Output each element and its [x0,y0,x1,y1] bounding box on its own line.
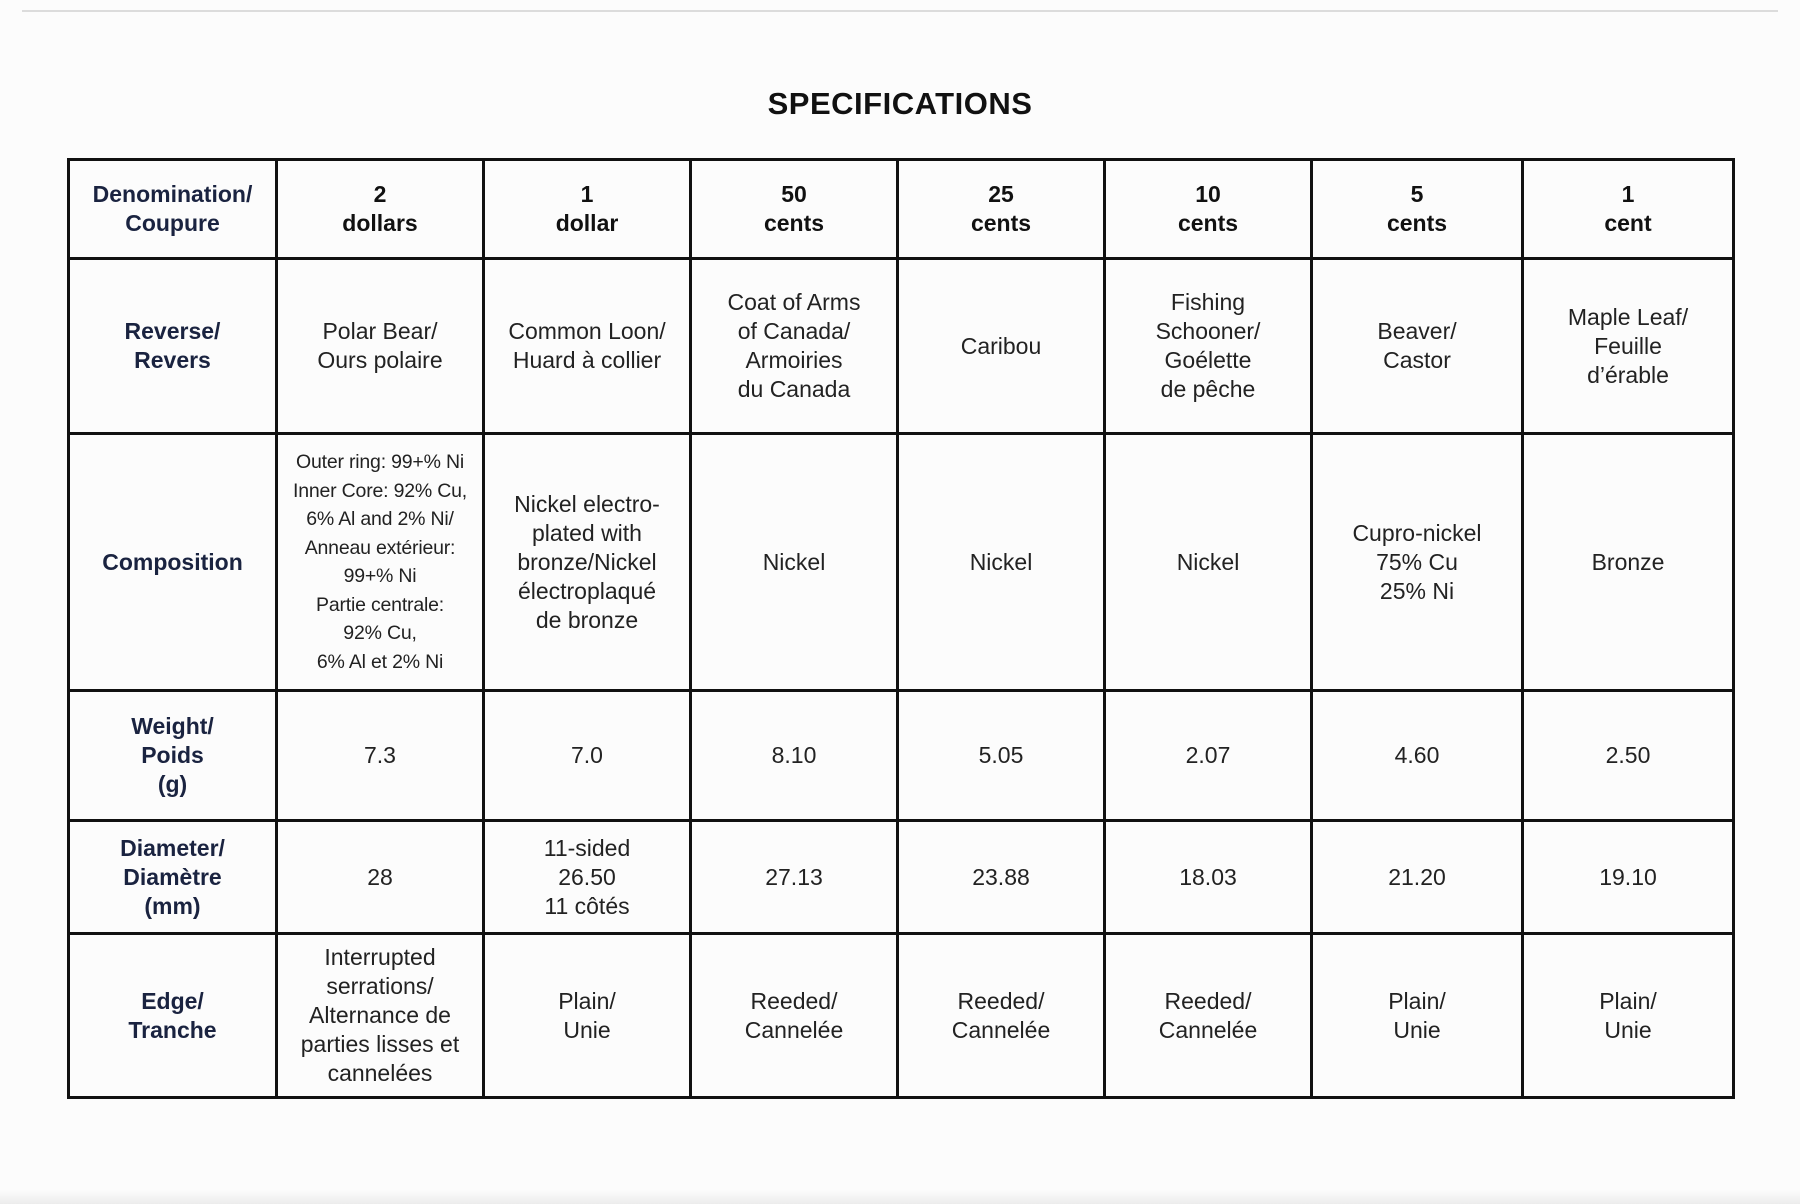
cell-weight-1-dollar: 7.0 [484,691,691,821]
cell-composition-2-dollars: Outer ring: 99+% Ni Inner Core: 92% Cu, 6% Al and 2% Ni/ Anneau extérieur: 99+% Ni Partie centrale: 92% Cu, 6% Al et 2% Ni [277,434,484,691]
cell-denomination-10-cents: 10 cents [1105,160,1312,259]
bottom-edge-shadow [0,1190,1800,1204]
cell-diameter-2-dollars: 28 [277,821,484,934]
cell-diameter-1-cent: 19.10 [1523,821,1734,934]
cell-reverse-5-cents: Beaver/ Castor [1312,259,1523,434]
cell-reverse-2-dollars: Polar Bear/ Ours polaire [277,259,484,434]
cell-weight-25-cents: 5.05 [898,691,1105,821]
cell-weight-1-cent: 2.50 [1523,691,1734,821]
cell-edge-50-cents: Reeded/ Cannelée [691,934,898,1098]
cell-edge-1-dollar: Plain/ Unie [484,934,691,1098]
table-row-denomination [69,160,1734,259]
cell-weight-50-cents: 8.10 [691,691,898,821]
row-header-edge: Edge/ Tranche [69,934,277,1098]
top-edge-rule [22,10,1778,12]
cell-reverse-1-cent: Maple Leaf/ Feuille d’érable [1523,259,1734,434]
row-header-diameter: Diameter/ Diamètre (mm) [69,821,277,934]
row-header-weight: Weight/ Poids (g) [69,691,277,821]
page-title: SPECIFICATIONS [767,86,1033,121]
cell-diameter-5-cents: 21.20 [1312,821,1523,934]
cell-composition-10-cents: Nickel [1105,434,1312,691]
cell-denomination-2-dollars: 2 dollars [277,160,484,259]
table-row-diameter [69,821,1734,934]
table-row-weight [69,691,1734,821]
cell-denomination-5-cents: 5 cents [1312,160,1523,259]
cell-diameter-50-cents: 27.13 [691,821,898,934]
cell-edge-2-dollars: Interrupted serrations/ Alternance de parties lisses et cannelées [277,934,484,1098]
cell-reverse-10-cents: Fishing Schooner/ Goélette de pêche [1105,259,1312,434]
cell-denomination-25-cents: 25 cents [898,160,1105,259]
cell-weight-10-cents: 2.07 [1105,691,1312,821]
cell-reverse-25-cents: Caribou [898,259,1105,434]
table-row-reverse [69,259,1734,434]
cell-denomination-1-cent: 1 cent [1523,160,1734,259]
cell-edge-25-cents: Reeded/ Cannelée [898,934,1105,1098]
cell-reverse-50-cents: Coat of Arms of Canada/ Armoiries du Canada [691,259,898,434]
row-header-reverse: Reverse/ Revers [69,259,277,434]
cell-edge-1-cent: Plain/ Unie [1523,934,1734,1098]
cell-diameter-25-cents: 23.88 [898,821,1105,934]
cell-edge-5-cents: Plain/ Unie [1312,934,1523,1098]
cell-edge-10-cents: Reeded/ Cannelée [1105,934,1312,1098]
specifications-table [67,158,1735,1099]
cell-denomination-50-cents: 50 cents [691,160,898,259]
row-header-composition: Composition [69,434,277,691]
cell-denomination-1-dollar: 1 dollar [484,160,691,259]
cell-composition-1-dollar: Nickel electro- plated with bronze/Nickel électroplaqué de bronze [484,434,691,691]
cell-weight-2-dollars: 7.3 [277,691,484,821]
cell-composition-1-cent: Bronze [1523,434,1734,691]
table-row-composition [69,434,1734,691]
cell-weight-5-cents: 4.60 [1312,691,1523,821]
row-header-denomination: Denomination/ Coupure [69,160,277,259]
cell-diameter-10-cents: 18.03 [1105,821,1312,934]
cell-composition-25-cents: Nickel [898,434,1105,691]
cell-reverse-1-dollar: Common Loon/ Huard à collier [484,259,691,434]
cell-composition-5-cents: Cupro-nickel 75% Cu 25% Ni [1312,434,1523,691]
table-row-edge [69,934,1734,1098]
cell-diameter-1-dollar: 11-sided 26.50 11 côtés [484,821,691,934]
cell-composition-50-cents: Nickel [691,434,898,691]
